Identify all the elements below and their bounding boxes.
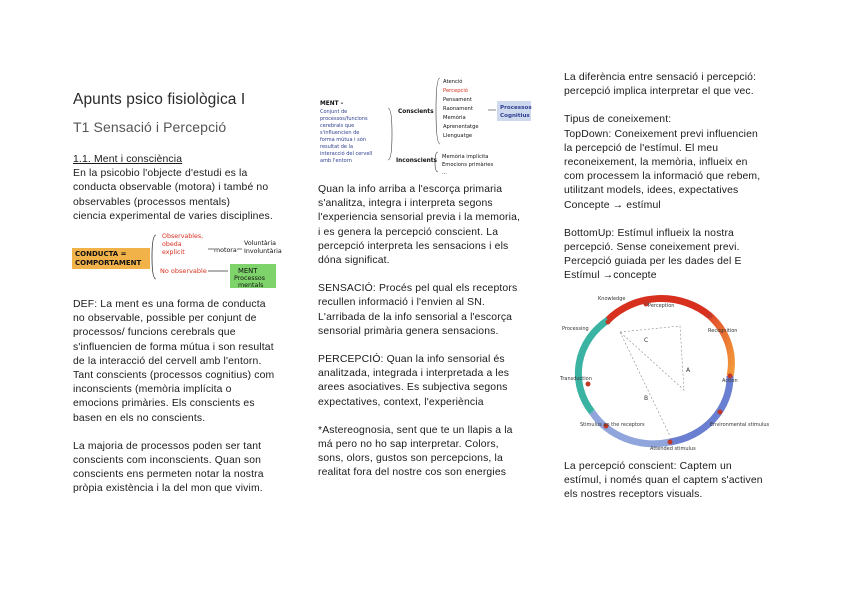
observable-text-2: obeda xyxy=(162,241,182,248)
ment-box-line: mentals xyxy=(238,282,264,289)
node xyxy=(708,314,713,319)
brace xyxy=(436,78,440,144)
intro-line: observables (processos mentals) xyxy=(73,196,231,208)
ment-def-line: processos/funcions xyxy=(320,116,368,122)
list-item: Aprenentatge xyxy=(443,124,479,130)
astereo-line: *Astereognosia, sent que te un llapis a la xyxy=(318,424,513,436)
majoria-line: conscients com inconscients. Quan son xyxy=(73,455,262,467)
arc-bottom-right xyxy=(670,376,730,442)
inconscients-label: Inconscients xyxy=(396,158,437,164)
astereo-line: má pero no ho sap interpretar. Colors, xyxy=(318,439,499,451)
def-line: de la interacció del cervell amb l'entorn. xyxy=(73,355,262,367)
def-line: s'influencien de forma mútua i son resultat xyxy=(73,341,274,353)
brace xyxy=(152,235,156,279)
ment-def-line: forma mútua i són xyxy=(320,137,366,143)
column-2 xyxy=(318,183,538,481)
definition-paragraph xyxy=(73,298,293,426)
node xyxy=(718,410,723,415)
bottomup-line: BottomUp: Estímul influeix la nostra xyxy=(564,227,734,239)
conscients-label: Conscients xyxy=(398,109,434,115)
percepcio-line: expectatives, context, l'experiència xyxy=(318,396,484,408)
conducta-diagram xyxy=(72,227,294,289)
info-line: s'analitza, integra i interpreta segons xyxy=(318,198,493,210)
def-line: basen en els no conscients. xyxy=(73,412,206,424)
sensacio-line: recullen informació i l'envien al SN. xyxy=(318,297,485,309)
bottomup-line: Percepció guiada per les dades del E xyxy=(564,256,742,268)
perceptual-cycle-diagram xyxy=(560,292,770,454)
tipus-line: com processem la informació que rebem, xyxy=(564,171,761,183)
intro-paragraph xyxy=(73,167,293,224)
astereognosia-paragraph xyxy=(318,424,538,481)
majoria-line: pròpia existència i la del mon que vivim. xyxy=(73,483,263,495)
intro-line: ciencia experimental de varies disciplines. xyxy=(73,210,273,222)
arc-right xyxy=(710,316,731,376)
observable-text-1: Observables, xyxy=(162,233,204,240)
label-environmental: Environmental stimulus xyxy=(710,422,770,428)
label-c: C xyxy=(644,337,649,344)
def-line: DEF: La ment es una forma de conducta xyxy=(73,299,266,310)
info-line: i es genera la percepció conscient. La xyxy=(318,226,499,238)
intro-line: conducta observable (motora) i també no xyxy=(73,182,269,194)
label-knowledge: Knowledge xyxy=(598,296,626,302)
cycle-labels xyxy=(559,296,770,452)
list-item: Atenció xyxy=(443,79,463,85)
conscient-line: La percepció conscient: Captem un xyxy=(564,461,732,472)
ment-def-line: Conjunt de xyxy=(320,109,348,115)
list-item: Llenguatge xyxy=(443,133,473,139)
astereo-line: realitat fora del nostre cos son energies xyxy=(318,467,507,479)
percepcio-line: PERCEPCIÓ: Quan la info sensorial és xyxy=(318,354,505,366)
label-attended: Attended stimulus xyxy=(650,446,696,452)
bottomup-line: percepció. Sense coneixement previ. xyxy=(564,242,740,254)
majoria-line: conscients ens permeten notar la nostra xyxy=(73,469,264,481)
tipus-paragraph xyxy=(564,113,779,212)
ment-heading: MENT – xyxy=(320,101,344,107)
column-1-bottom xyxy=(73,298,293,497)
column-1-top xyxy=(73,153,293,224)
no-observable-text: No observable xyxy=(160,267,207,275)
sensacio-line: L'arribada de la info sensorial a l'escorça xyxy=(318,311,513,323)
label-stimulus-receptors: Stimulus on the receptors xyxy=(580,422,645,428)
label-processing: Processing xyxy=(562,326,589,332)
sensacio-line: SENSACIÓ: Procés pel qual els receptors xyxy=(318,283,518,295)
def-line: emocions primàries. Els conscients es xyxy=(73,398,255,410)
page-subtitle: T1 Sensació i Percepció xyxy=(73,119,227,135)
node xyxy=(586,382,591,387)
page-title: Apunts psico fisiològica I xyxy=(73,91,246,108)
label-recognition: Recognition xyxy=(708,328,738,334)
list-item: Memòria xyxy=(443,115,466,121)
list-item: Pensament xyxy=(443,97,472,103)
bottomup-paragraph xyxy=(564,227,779,284)
label-transduction: Transduction xyxy=(560,376,592,382)
tipus-line: Concepte → estímul xyxy=(564,199,661,211)
sensacio-line: sensorial primària genera sensacions. xyxy=(318,325,499,337)
intro-line: En la psicobio l'objecte d'estudi es la xyxy=(73,168,248,180)
tipus-line: utilitzant models, idees, expectatives xyxy=(564,185,739,197)
list-item: ... xyxy=(442,170,447,176)
conscient-line: els nostres receptors visuals. xyxy=(564,489,703,501)
def-line: Tant conscients (processos cognitius) com xyxy=(73,370,275,382)
def-line: processos/ funcions cerebrals que xyxy=(73,327,236,339)
observable-text-3: explicit xyxy=(162,249,185,256)
list-item: Memòria implícita xyxy=(442,154,489,160)
cognitius-label: Cognitius xyxy=(500,113,530,119)
info-paragraph xyxy=(318,183,538,268)
diferencia-paragraph xyxy=(564,71,779,99)
column-3-bottom xyxy=(564,460,779,503)
motora-text: motora xyxy=(214,247,237,254)
conducta-label: CONDUCTA = xyxy=(75,250,127,258)
ment-definition xyxy=(320,109,372,164)
tipus-line: TopDown: Coneixement previ influencien xyxy=(564,128,758,140)
ment-box-line: Processos xyxy=(234,275,266,282)
ment-box-title: MENT xyxy=(238,267,258,275)
def-line: no observable, possible per conjunt de xyxy=(73,313,257,325)
ment-diagram xyxy=(318,74,532,176)
section-heading: 1.1. Ment i consciència xyxy=(73,154,183,165)
ment-def-line: resultat de la xyxy=(320,144,354,150)
tipus-line: Tipus de coneixement: xyxy=(564,114,672,126)
brace xyxy=(388,108,392,160)
conscient-line: estímul, i només quan el captem s'activen xyxy=(564,475,763,487)
info-line: Quan la info arriba a l'escorça primaria xyxy=(318,184,503,195)
majoria-paragraph xyxy=(73,440,293,497)
column-3-top xyxy=(564,71,779,284)
info-line: l'experiencia sensorial previa i la memoria, xyxy=(318,212,521,224)
percepcio-line: analitzada, integrada i interpretada a les xyxy=(318,368,510,380)
node xyxy=(606,320,611,325)
def-line: inconscients (memòria implícita o xyxy=(73,384,232,396)
label-b: B xyxy=(644,395,649,402)
label-a: A xyxy=(686,367,691,374)
node xyxy=(668,440,673,445)
comportament-label: COMPORTAMENT xyxy=(75,259,142,267)
sensacio-paragraph xyxy=(318,282,538,339)
tipus-line: reconeixement, la memòria, influeix en xyxy=(564,157,748,169)
list-item: Emocions primàries xyxy=(442,162,494,168)
majoria-line: La majoria de processos poden ser tant xyxy=(73,440,262,452)
inner-triangle xyxy=(620,326,684,390)
involuntaria-text: Involuntària xyxy=(244,248,282,255)
astereo-line: sons, olors, gustos son percepcions, la xyxy=(318,453,503,465)
list-item: Percepció xyxy=(443,88,468,94)
label-action: Action xyxy=(722,378,738,384)
ment-def-line: amb l'entorn xyxy=(320,158,352,164)
percepcio-paragraph xyxy=(318,353,538,410)
info-line: dóna significat. xyxy=(318,255,390,267)
voluntaria-text: Voluntària xyxy=(244,240,276,247)
ment-def-line: interacció del cervell xyxy=(320,151,373,157)
list-item: Raonament xyxy=(443,106,473,112)
inconscients-list xyxy=(442,153,493,176)
ment-def-line: cerebrals que xyxy=(320,123,355,129)
arc-left xyxy=(578,320,608,412)
diferencia-line: La diferència entre sensació i percepció: xyxy=(564,72,757,83)
inner-line xyxy=(620,332,670,436)
conscient-paragraph xyxy=(564,460,779,503)
conscients-list xyxy=(443,78,479,139)
percepcio-line: arees asociatives. Es subjectiva segons xyxy=(318,382,508,394)
bottomup-line: Estímul →concepte xyxy=(564,270,657,282)
processos-label: Processos xyxy=(500,105,532,111)
info-line: percepció interpreta les sensacions i els xyxy=(318,240,509,252)
tipus-line: la percepció de l'estímul. El meu xyxy=(564,142,719,154)
diferencia-line: percepció implica interpretar el que vec. xyxy=(564,86,754,98)
ment-def-line: s'influencien de xyxy=(320,130,360,136)
label-perception: Perception xyxy=(648,303,675,309)
